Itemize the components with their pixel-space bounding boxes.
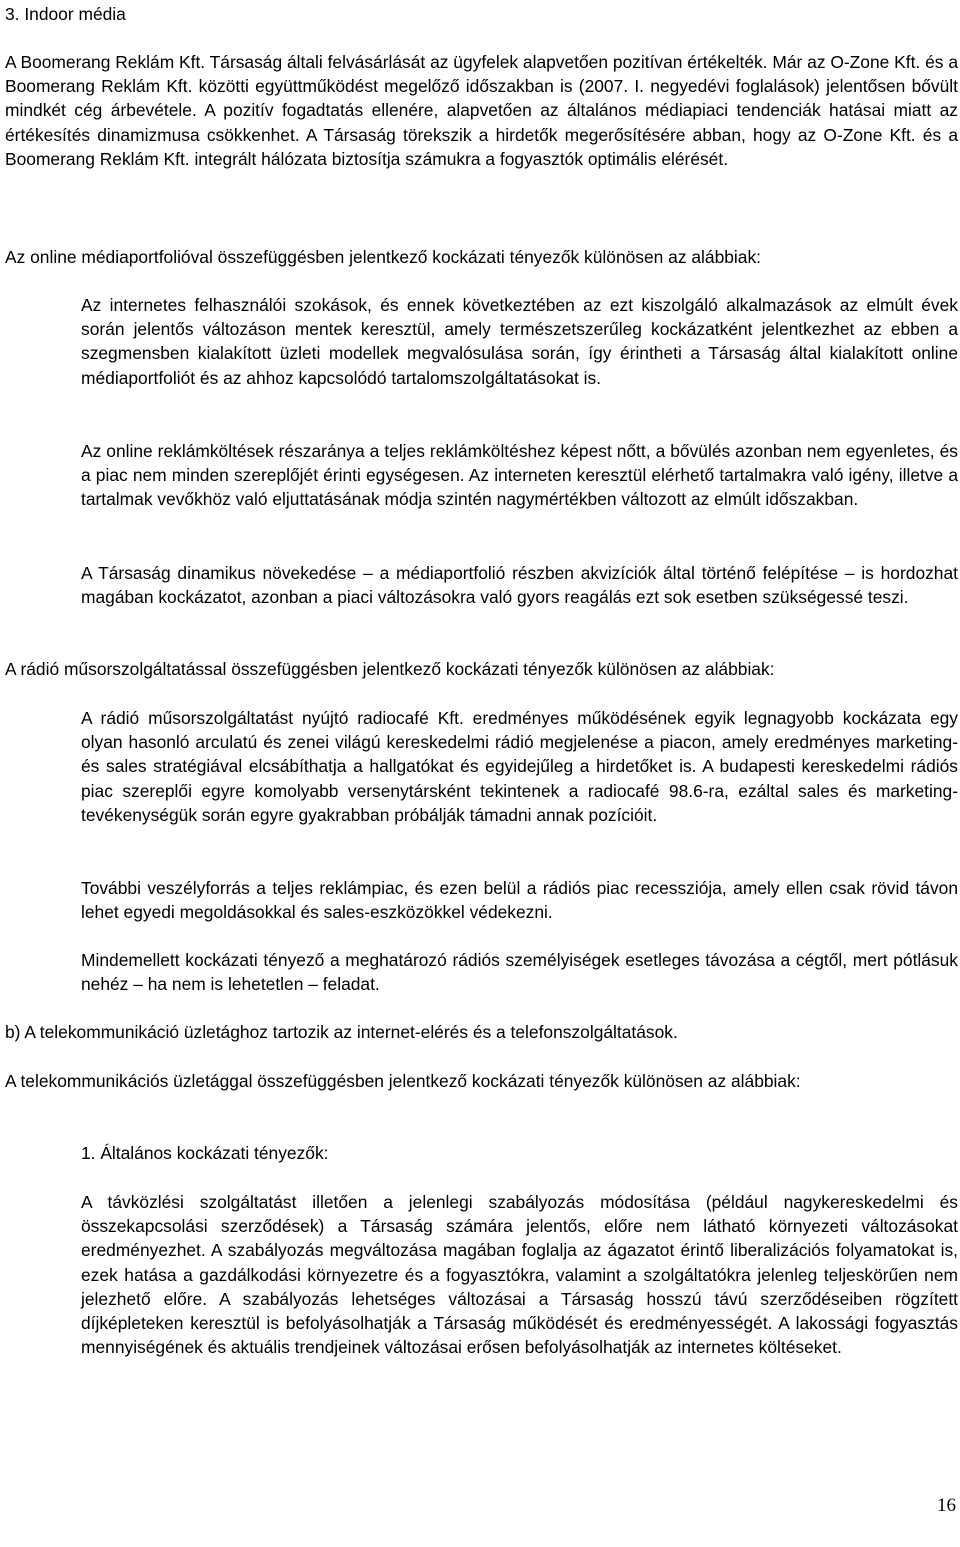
paragraph-telecom-intro: A telekommunikációs üzletággal összefüggésben jelentkező kockázati tényezők különösen az alábbiak: [5, 1071, 801, 1091]
paragraph-radio-competition: A rádió műsorszolgáltatást nyújtó radiocafé Kft. eredményes működésének egyik legnagyobb kockázata egy olyan hasonló arculatú és zenei világú kereskedelmi rádió megjelenése a piacon, amely eredményes marketing- és sales stratégiával elcsábíthatja a hallgatókat és egyidejűleg a hirdetőket is. A budapesti kereskedelmi rádiós piac szereplői egyre komolyabb versenytársként tekintenek a radiocafé 98.6-ra, ezáltal sales és marketing-tevékenységük során egyre gyakrabban próbálják támadni annak pozícióit. [81, 708, 958, 825]
paragraph-radio-recession: További veszélyforrás a teljes reklámpiac, és ezen belül a rádiós piac recessziója, amely ellen csak rövid távon lehet egyedi megoldásokkal és sales-eszközökkel védekezni. [81, 878, 958, 923]
paragraph-radio-intro: A rádió műsorszolgáltatással összefüggésben jelentkező kockázati tényezők különösen az alábbiak: [5, 659, 775, 679]
paragraph-telecom-definition: b) A telekommunikáció üzletághoz tartozik az internet-elérés és a telefonszolgáltatások. [5, 1022, 678, 1042]
paragraph-online-intro: Az online médiaportfolióval összefüggésben jelentkező kockázati tényezők különösen az alábbiak: [5, 247, 761, 267]
section-heading: 3. Indoor média [5, 4, 126, 24]
subheading-general-risks: 1. Általános kockázati tényezők: [81, 1143, 329, 1163]
paragraph-radio-personalities: Mindemellett kockázati tényező a meghatározó rádiós személyiségek esetleges távozása a cégtől, mert pótlásuk nehéz – ha nem is lehetetlen – feladat. [81, 950, 958, 995]
page-number: 16 [937, 1495, 956, 1516]
paragraph-online-usage: Az internetes felhasználói szokások, és ennek következtében az ezt kiszolgáló alkalmazások az elmúlt évek során jelentős változáson mentek keresztül, amely természetszerűleg kockázatként jelentkezhet az ebben a szegmensben kialakított üzleti modellek megvalósulása során, így érintheti a Társaság által kialakított online médiaportfoliót és az ahhoz kapcsolódó tartalomszolgáltatásokat is. [81, 295, 958, 388]
paragraph-indoor-media: A Boomerang Reklám Kft. Társaság általi felvásárlását az ügyfelek alapvetően pozitívan értékelték. Már az O-Zone Kft. és a Boomerang Reklám Kft. közötti együttműködést megelőző időszakban is (2007. I. negyedévi foglalások) jelentősen bővült mindkét cég árbevétele. A pozitív fogadtatás ellenére, alapvetően az általános médiapiaci tendenciák hatásai miatt az értékesítés dinamizmusa csökkenhet. A Társaság törekszik a hirdetők megerősítésére abban, hogy az O-Zone Kft. és a Boomerang Reklám Kft. integrált hálózata biztosítja számukra a fogyasztók optimális elérését. [5, 52, 958, 169]
paragraph-telecom-regulation: A távközlési szolgáltatást illetően a jelenlegi szabályozás módosítása (például nagykereskedelmi és összekapcsolási szerződések) a Társaság számára jelentős, előre nem látható környezeti változásokat eredményezhet. A szabályozás megváltozása magában foglalja az ágazatot érintő liberalizációs folyamatokat is, ezek hatása a gazdálkodási környezetre és a fogyasztókra, valamint a szolgáltatókra jelenleg teljeskörűen nem jelezhető előre. A szabályozás lehetséges változásai a Társaság hosszú távú szerződéseiben rögzített díjképleteken keresztül is befolyásolhatják a Társaság működését és eredményességét. A lakossági fogyasztás mennyiségének és aktuális trendjeinek változásai erősen befolyásolhatják az internetes költéseket. [81, 1192, 958, 1358]
paragraph-online-ad-spend: Az online reklámköltések részaránya a teljes reklámköltéshez képest nőtt, a bővülés azonban nem egyenletes, és a piac nem minden szereplőjét érinti egységesen. Az interneten keresztül elérhető tartalmakra való igény, illetve a tartalmak vevőkhöz való eljuttatásának módja szintén nagymértékben változott az elmúlt időszakban. [81, 441, 958, 510]
paragraph-growth: A Társaság dinamikus növekedése – a médiaportfolió részben akvizíciók által történő felépítése – is hordozhat magában kockázatot, azonban a piaci változásokra való gyors reagálás ezt sok esetben szükségessé teszi. [81, 563, 958, 608]
